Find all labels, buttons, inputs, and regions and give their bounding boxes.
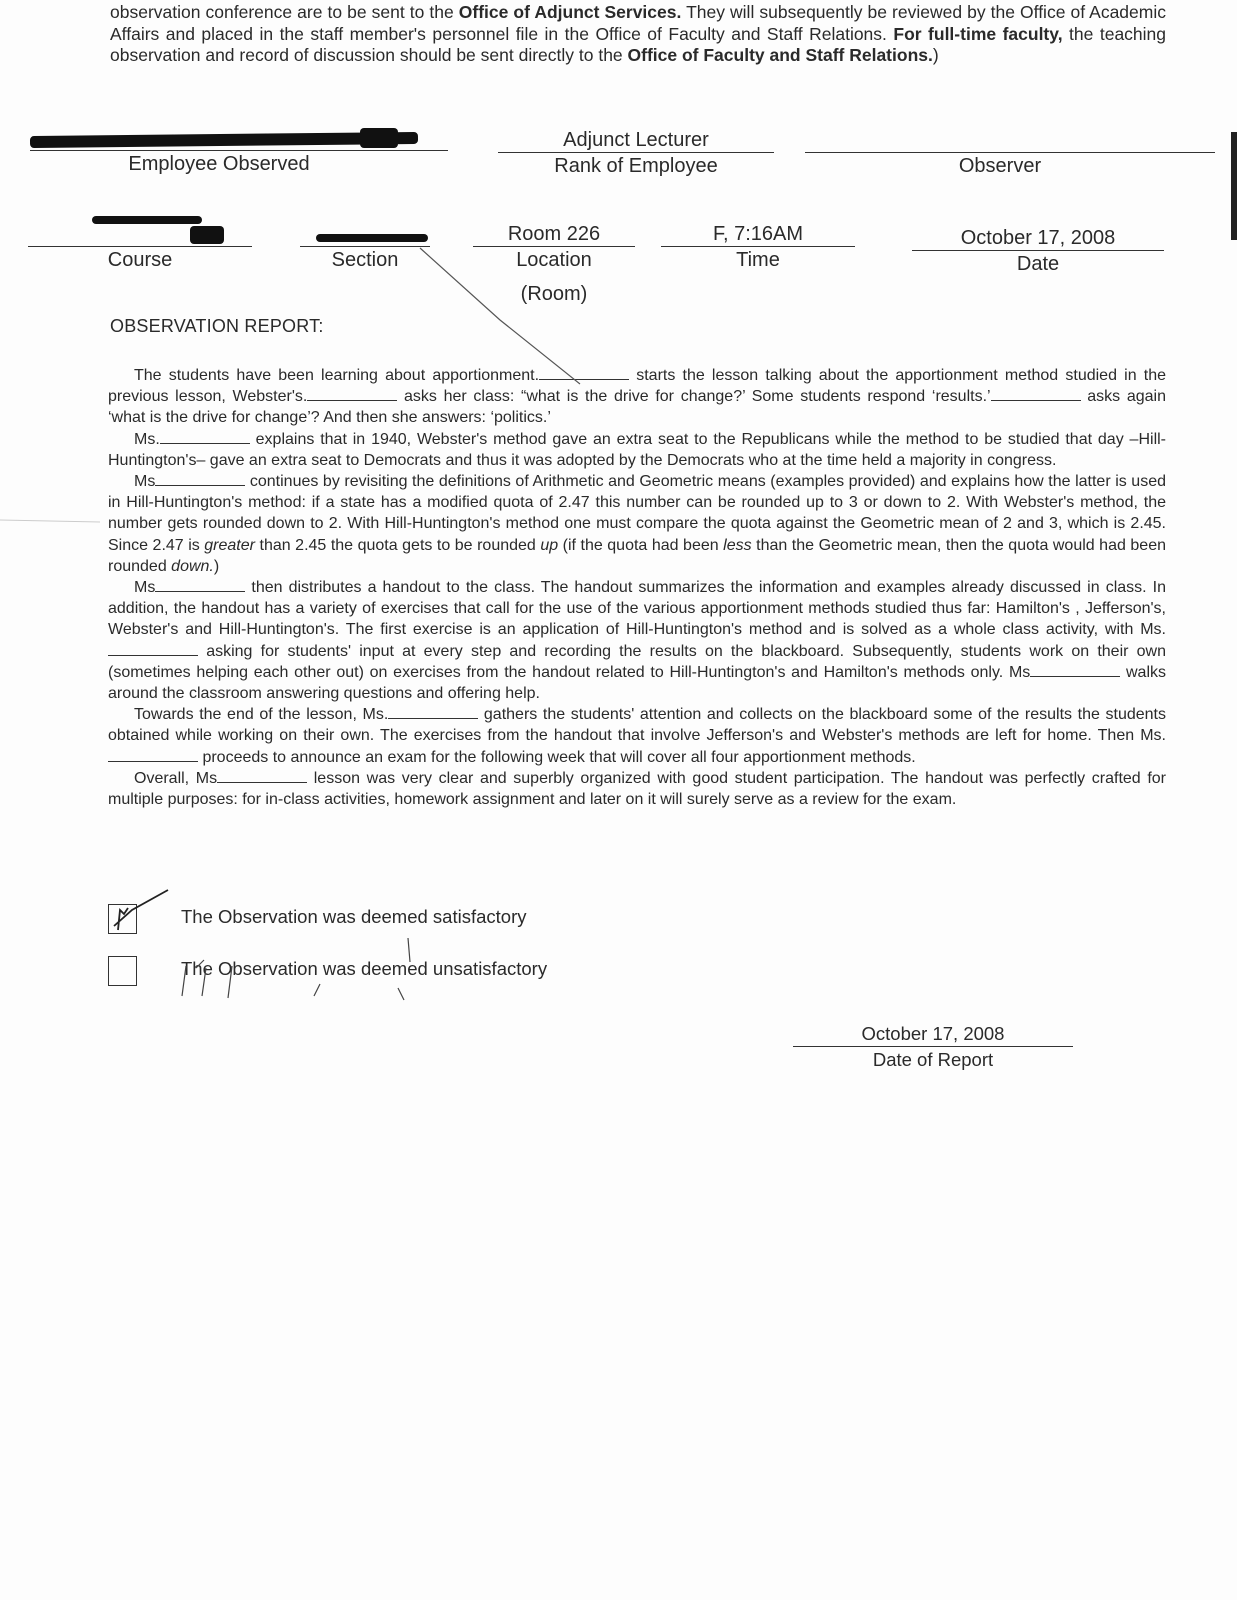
p3-text-f: ) xyxy=(213,557,220,575)
p4-text-d: walks around the classroom answering questions and offering help. xyxy=(108,663,1166,703)
date-label: Date xyxy=(1016,253,1060,275)
left-margin-line xyxy=(0,520,100,522)
observer-label: Observer xyxy=(958,155,1042,177)
report-heading: OBSERVATION REPORT: xyxy=(110,316,324,336)
location-sublabel: (Room) xyxy=(520,283,588,305)
p2-text-b: explains that in 1940, Webster's method gave an extra seat to the Republicans while the method to be studied that day –Hill-Huntington's– gave an extra seat to Democrats and thus it was adopted by the Democrats who at the time held a majority in congress. xyxy=(108,430,1166,469)
rank-value: Adjunct Lecturer xyxy=(498,128,774,153)
p6-text-a: Overall, Ms xyxy=(134,769,218,787)
p3-italic-down: down. xyxy=(171,557,214,575)
intro-bold-fulltime: For full-time faculty, xyxy=(893,23,1063,44)
scan-diagonal-line xyxy=(420,248,580,384)
pen-scribble xyxy=(182,938,410,1000)
p4-text-a: Ms xyxy=(134,579,156,597)
p2-text-a: Ms. xyxy=(134,430,160,448)
p1-text-a: The students have been learning about apportionment. xyxy=(134,367,540,384)
p3-italic-greater: greater xyxy=(204,536,255,554)
course-label: Course xyxy=(107,249,173,271)
time-label: Time xyxy=(736,249,780,271)
report-date-value: October 17, 2008 xyxy=(793,1022,1073,1047)
p3-italic-up: up xyxy=(540,536,559,554)
p5-text-a: Towards the end of the lesson, Ms. xyxy=(134,706,389,724)
p3-italic-less: less xyxy=(723,536,752,554)
intro-bold-adjunct: Office of Adjunct Services. xyxy=(458,2,682,22)
date-value: October 17, 2008 xyxy=(912,226,1164,251)
p3-text-b: continues by revisiting the definitions of Arithmetic and Geometric means (examples provided) and explains how the latter is used in Hill-Huntington's method: if a state has a modified quota of 2.47 this number can be rounded up to 3 or down to 2. With Webster's method, the number gets rounded down to 2. With Hill-Huntington's method one must compare the quota against the Geometric mean of 2 and 3, which is 2.45. Since 2.47 is xyxy=(108,473,1166,554)
intro-text-4: ) xyxy=(932,45,939,65)
p4-text-b: then distributes a handout to the class. The handout summarizes the information and examples already discussed in class. In addition, the handout has a variety of exercises that call for the use of the various apportionment methods studied thus far: Hamilton's , Jefferson's, Webster's and Hill-Huntington's. The first exercise is an application of Hill-Huntington's method and is solved as a whole class activity, with Ms. xyxy=(108,579,1166,639)
location-value: Room 226 xyxy=(473,222,635,247)
report-date-block xyxy=(793,1022,1073,1073)
employee-observed-label: Employee Observed xyxy=(128,153,310,175)
intro-text-1: observation conference are to be sent to the xyxy=(110,2,459,22)
p3-text-d: (if the quota had been xyxy=(558,536,724,554)
report-date-label: Date of Report xyxy=(872,1049,994,1070)
satisfactory-label: The Observation was deemed satisfactory xyxy=(181,906,527,927)
p3-text-c: than 2.45 the quota gets to be rounded xyxy=(254,536,541,554)
p3-text-e: than the Geometric mean, then the quota would had been rounded xyxy=(108,536,1166,575)
p6-text-b: lesson was very clear and superbly organized with good student participation. The handout was perfectly crafted for multiple purposes: for in-class activities, homework assignment and later on it will surely serve as a review for the exam. xyxy=(108,769,1167,809)
p5-text-b: gathers the students' attention and collects on the blackboard some of the results the students obtained while working on their own. The exercises from the handout that involve Jefferson's and Webster's methods are left for home. Then Ms. xyxy=(108,706,1166,745)
unsatisfactory-label: The Observation was deemed unsatisfactory xyxy=(181,958,548,979)
p5-text-c: proceeds to announce an exam for the following week that will cover all four apportionment methods. xyxy=(198,748,916,766)
intro-bold-office: Office of Faculty and Staff Relations. xyxy=(627,45,933,65)
p4-text-c: asking for students' input at every step and recording the results on the blackboard. Subsequently, students work on their own (sometimes helping each other out) on exercises from the handout related to Hill-Huntington's and Hamilton's methods only. Ms xyxy=(108,642,1166,681)
location-label: Location xyxy=(516,249,592,271)
p1-text-b: starts the lesson talking about the apportionment method studied in the previous lesson, Webster's. xyxy=(108,367,1167,406)
checkmark-icon xyxy=(114,890,168,930)
rank-label: Rank of Employee xyxy=(554,155,718,177)
intro-text-2: They will subsequently be reviewed by the Office of Academic Affairs and placed in the staff member's personnel file in the Office of Faculty and Staff Relations. xyxy=(110,2,1166,44)
intro-text-3: the teaching observation and record of discussion should be sent directly to the xyxy=(110,23,1167,65)
time-value: F, 7:16AM xyxy=(661,222,855,247)
p1-text-c: asks her class: “what is the drive for change?’ Some students respond ‘results.’ xyxy=(397,388,991,406)
p1-text-d: asks again ‘what is the drive for change’? And then she answers: ‘politics.’ xyxy=(108,388,1166,427)
section-label: Section xyxy=(331,249,399,271)
p3-text-a: Ms xyxy=(134,473,156,491)
